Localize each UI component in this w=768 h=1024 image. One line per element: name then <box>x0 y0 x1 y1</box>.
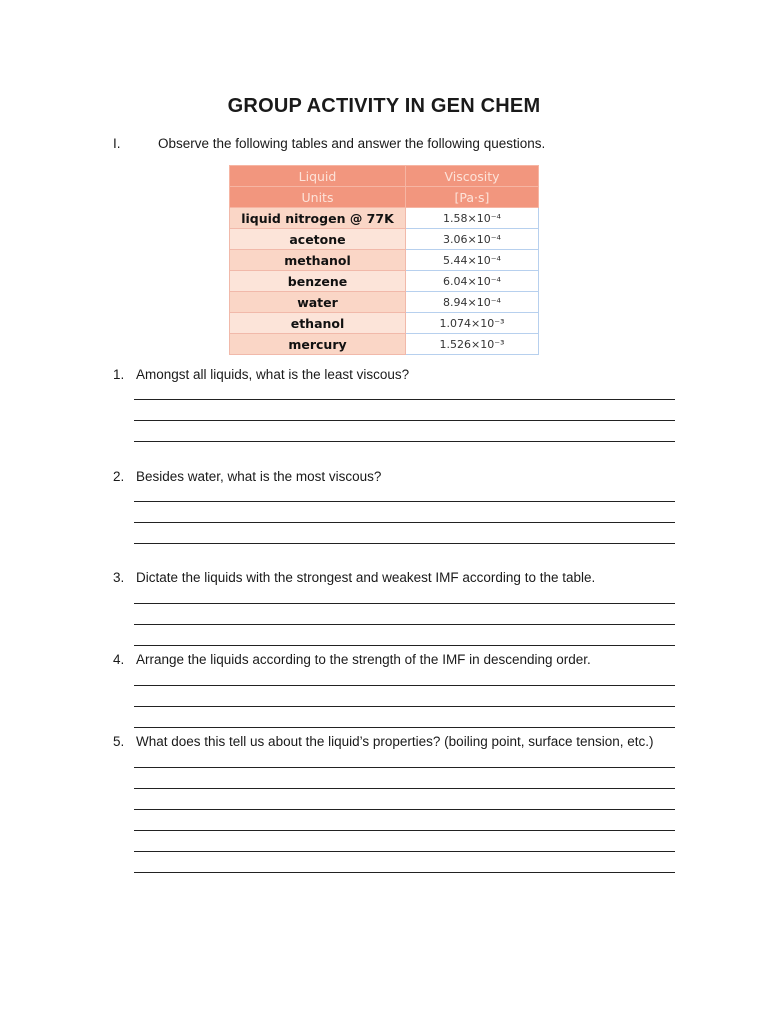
section-numeral: I. <box>113 136 121 151</box>
answer-line[interactable] <box>134 522 675 523</box>
question-1 <box>113 367 409 382</box>
answer-line[interactable] <box>134 809 675 810</box>
answer-line[interactable] <box>134 685 675 686</box>
question-2 <box>113 469 381 484</box>
table-row <box>230 292 539 313</box>
question-text: Besides water, what is the most viscous? <box>136 469 382 484</box>
viscosity-value: 1.074×10⁻³ <box>406 313 539 334</box>
table-row <box>230 250 539 271</box>
liquid-name: acetone <box>230 229 406 250</box>
question-text: What does this tell us about the liquid’s properties? (boiling point, surface tension, etc.) <box>136 734 654 749</box>
question-number: 1. <box>113 367 125 382</box>
viscosity-value: 8.94×10⁻⁴ <box>406 292 539 313</box>
answer-line[interactable] <box>134 501 675 502</box>
liquid-name: mercury <box>230 334 406 355</box>
viscosity-value: 1.526×10⁻³ <box>406 334 539 355</box>
answer-line[interactable] <box>134 420 675 421</box>
header-units-value: [Pa·s] <box>406 187 539 208</box>
answer-line[interactable] <box>134 706 675 707</box>
viscosity-table <box>229 165 539 355</box>
answer-line[interactable] <box>134 872 675 873</box>
answer-line[interactable] <box>134 399 675 400</box>
table-row <box>230 271 539 292</box>
viscosity-value: 3.06×10⁻⁴ <box>406 229 539 250</box>
question-text: Arrange the liquids according to the strength of the IMF in descending order. <box>136 652 591 667</box>
answer-line[interactable] <box>134 441 675 442</box>
answer-line[interactable] <box>134 727 675 728</box>
liquid-name: ethanol <box>230 313 406 334</box>
answer-line[interactable] <box>134 851 675 852</box>
question-text: Amongst all liquids, what is the least viscous? <box>136 367 410 382</box>
liquid-name: methanol <box>230 250 406 271</box>
liquid-name: water <box>230 292 406 313</box>
liquid-name: liquid nitrogen @ 77K <box>230 208 406 229</box>
table-units-row <box>230 187 539 208</box>
instruction-text: Observe the following tables and answer the following questions. <box>158 136 546 151</box>
viscosity-value: 5.44×10⁻⁴ <box>406 250 539 271</box>
answer-line[interactable] <box>134 830 675 831</box>
table-header-row <box>230 166 539 187</box>
table-row <box>230 313 539 334</box>
viscosity-value: 1.58×10⁻⁴ <box>406 208 539 229</box>
section-instruction <box>113 136 545 151</box>
question-3 <box>113 570 595 585</box>
question-number: 3. <box>113 570 125 585</box>
question-4 <box>113 652 591 667</box>
answer-line[interactable] <box>134 788 675 789</box>
liquid-name: benzene <box>230 271 406 292</box>
question-number: 4. <box>113 652 125 667</box>
question-5 <box>113 734 654 749</box>
answer-line[interactable] <box>134 603 675 604</box>
table-row <box>230 334 539 355</box>
table-row <box>230 229 539 250</box>
question-text: Dictate the liquids with the strongest and weakest IMF according to the table. <box>136 570 596 585</box>
header-liquid: Liquid <box>230 166 406 187</box>
answer-line[interactable] <box>134 645 675 646</box>
header-viscosity: Viscosity <box>406 166 539 187</box>
answer-line[interactable] <box>134 767 675 768</box>
header-units: Units <box>230 187 406 208</box>
page-title: GROUP ACTIVITY IN GEN CHEM <box>227 95 541 117</box>
question-number: 2. <box>113 469 125 484</box>
question-number: 5. <box>113 734 125 749</box>
answer-line[interactable] <box>134 624 675 625</box>
viscosity-value: 6.04×10⁻⁴ <box>406 271 539 292</box>
answer-line[interactable] <box>134 543 675 544</box>
table-row <box>230 208 539 229</box>
